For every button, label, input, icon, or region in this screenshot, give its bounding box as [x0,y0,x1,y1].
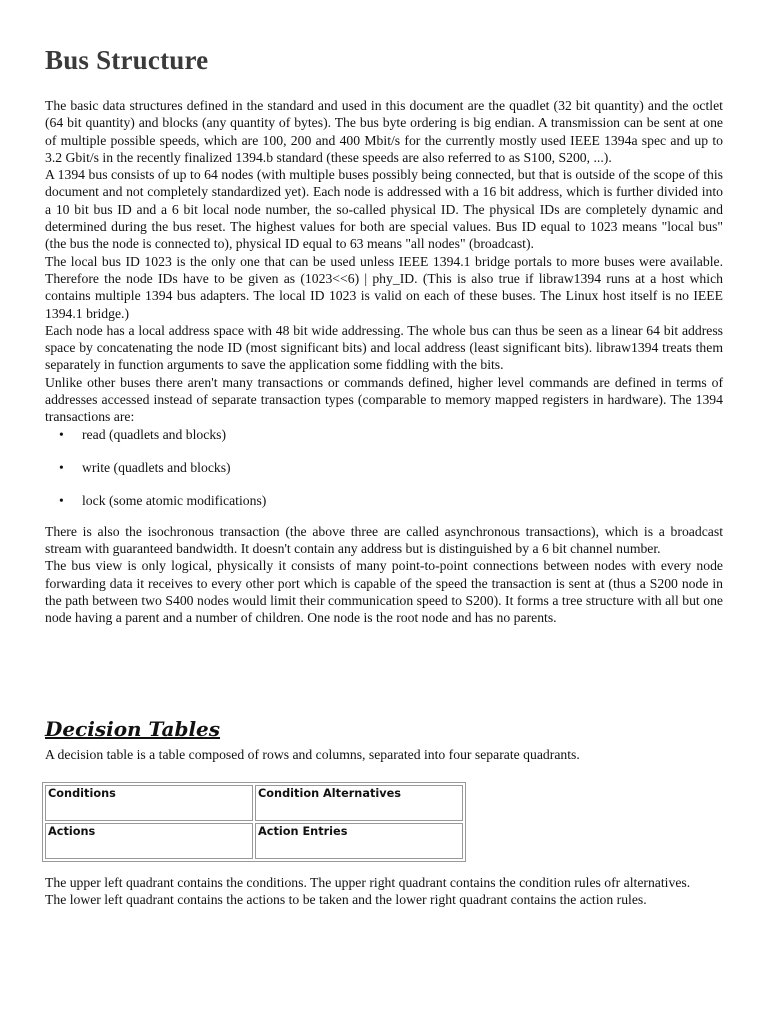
decision-table [42,782,466,862]
list-item: • lock (some atomic modifications) [59,492,267,508]
transaction-list [45,426,723,525]
paragraph: The bus view is only logical, physically it consists of many point-to-point connections between nodes with every node forwarding data it receives to every other port which is capable of the speed the transaction is sent at (thus a S200 node in the path between two S400 nodes would limit their communication speed to S200). It forms a tree structure with all but one node having a parent and a number of children. One node is the root node and has no parents. [45,558,723,626]
paragraph: A 1394 bus consists of up to 64 nodes (with multiple buses possibly being connected, but that is outside of the scope of this document and not completely standardized yet). Each node is addressed with a 16 bit address, which is further divided into a 10 bit bus ID and a 6 bit local node number, the so-called physical ID. The physical IDs are completely dynamic and determined during the bus reset. The highest values for both are special values. Bus ID equal to 1023 means "local bus" (the bus the node is connected to), physical ID equal to 63 means "all nodes" (broadcast). [45,167,723,252]
bullet-icon: • [59,459,64,475]
section-heading: Decision Tables [45,717,221,741]
table-cell: Condition Alternatives [255,785,463,821]
page-title: Bus Structure [45,45,209,75]
list-item: • read (quadlets and blocks) [59,426,227,442]
table-row [45,823,463,859]
closing-paragraph: The upper left quadrant contains the conditions. The upper right quadrant contains the condition rules ofr alternatives. The lower left quadrant contains the actions to be taken and the lower right quadrant contains the action rules. [45,875,691,908]
paragraph: There is also the isochronous transaction (the above three are called asynchronous transactions), which is a broadcast stream with guaranteed bandwidth. It doesn't contain any address but is distinguished by a 6 bit channel number. [45,523,723,556]
paragraph: Each node has a local address space with 48 bit wide addressing. The whole bus can thus be seen as a linear 64 bit address space by concatenating the node ID (most significant bits) and local address (least significant bits). libraw1394 treats them separately in function arguments to save the application some fiddling with the bits. [45,322,723,373]
table-cell: Actions [45,823,253,859]
table-cell: Action Entries [255,823,463,859]
section-intro: A decision table is a table composed of rows and columns, separated into four separate quadrants. [45,747,580,762]
paragraph: The local bus ID 1023 is the only one that can be used unless IEEE 1394.1 bridge portals to more buses were available. Therefore the node IDs have to be given as (1023<<6) | phy_ID. (This is also true if libraw1394 runs at a host which contains multiple 1394 bus adapters. The local ID 1023 is valid on each of these buses. The Linux host itself is no IEEE 1394.1 bridge.) [45,253,723,321]
bullet-icon: • [59,492,64,508]
bullet-icon: • [59,426,64,442]
table-row [45,785,463,821]
bus-structure-body [45,97,723,626]
list-item: • write (quadlets and blocks) [59,459,231,475]
paragraph: Unlike other buses there aren't many transactions or commands defined, higher level commands are defined in terms of addresses accessed instead of separate transaction types (comparable to memory mapped registers in hardware). The 1394 transactions are: [45,374,723,425]
paragraph: The basic data structures defined in the standard and used in this document are the quadlet (32 bit quantity) and the octlet (64 bit quantity) and blocks (any quantity of bytes). The bus byte ordering is big endian. A transmission can be sent at one of multiple possible speeds, which are 100, 200 and 400 Mbit/s for the currently mostly used IEEE 1394a spec and up to 3.2 Gbit/s in the recently finalized 1394.b standard (these speeds are also referred to as S100, S200, ...). [45,98,723,165]
table-cell: Conditions [45,785,253,821]
